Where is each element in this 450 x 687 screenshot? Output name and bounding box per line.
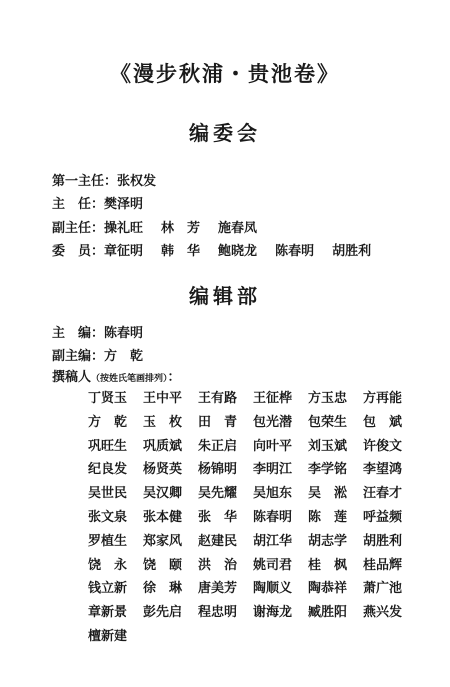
- contributor-name: 纪良发: [88, 462, 128, 478]
- book-title: 《漫步秋浦・贵池卷》: [110, 61, 340, 86]
- contributor-name: 罗植生: [88, 533, 128, 549]
- contributor-name: 包 斌: [363, 414, 403, 430]
- member-name: 方 乾: [104, 349, 144, 365]
- contributor-name: 陶恭祥: [308, 581, 348, 597]
- contributor-name: 胡胜利: [363, 533, 403, 549]
- member-name: 陈春明: [104, 326, 144, 341]
- contributor-name: 章新景: [88, 605, 128, 621]
- committee-row-first-director: [52, 170, 389, 193]
- contributor-name: 王有路: [198, 391, 238, 406]
- contributor-name: 胡志学: [308, 533, 348, 549]
- editorial-heading: 编辑部: [189, 284, 261, 308]
- contributor-name: 陈春明: [253, 509, 293, 525]
- contributor-name: 杨贤英: [143, 462, 183, 478]
- role-label: 委 员：: [52, 243, 105, 259]
- contributor-name: 吴先耀: [198, 486, 238, 502]
- contributor-name: 陶顺义: [253, 581, 293, 597]
- member-name: 陈春明: [275, 243, 315, 259]
- editorial-row-chief-editor: [52, 322, 161, 345]
- contributors-note: （按姓氏笔画排列）: [91, 374, 168, 384]
- committee-row-members: [52, 240, 389, 263]
- contributor-name: 桂 枫: [308, 557, 348, 573]
- role-label: 副主编：: [52, 349, 105, 365]
- role-label: 副主任：: [52, 220, 105, 236]
- contributor-name: 李明江: [253, 462, 293, 478]
- contributor-name: 谢海龙: [253, 605, 293, 621]
- contributor-name: 陈 莲: [308, 509, 348, 525]
- member-name: 林 芳: [161, 220, 201, 236]
- contributor-name: 张 华: [198, 509, 238, 525]
- contributor-name: 饶 颐: [143, 557, 183, 573]
- member-name: 操礼旺: [104, 220, 144, 236]
- contributor-name: 方玉忠: [308, 391, 348, 406]
- contributor-name: 彭先启: [143, 605, 183, 621]
- contributor-name: 李学铭: [308, 462, 348, 478]
- committee-row-director: [52, 193, 389, 216]
- contributor-name: 汪春才: [363, 486, 403, 502]
- contributor-name: 田 青: [198, 414, 238, 430]
- contributor-name: 吴旭东: [253, 486, 293, 502]
- member-name: 张权发: [117, 174, 157, 189]
- contributor-name: 包荣生: [308, 414, 348, 430]
- contributor-name: 吴汉卿: [143, 486, 183, 502]
- contributor-name: 臧胜阳: [308, 605, 348, 621]
- contributor-name: 方再能: [363, 391, 403, 406]
- contributor-name: 萧广池: [363, 581, 403, 597]
- role-label: 主 编：: [52, 326, 105, 341]
- contributor-name: 王中平: [143, 391, 183, 406]
- contributor-name: 程忠明: [198, 605, 238, 621]
- contributor-name: 饶 永: [88, 557, 128, 573]
- contributor-name: 丁贤玉: [88, 391, 128, 406]
- contributor-name: 玉 枚: [143, 414, 183, 430]
- contributor-name: 唐美芳: [198, 581, 238, 597]
- member-name: 胡胜利: [332, 243, 372, 259]
- contributor-name: 吴 淞: [308, 486, 348, 502]
- contributor-name: 洪 治: [198, 557, 238, 573]
- contributor-name: 胡江华: [253, 533, 293, 549]
- contributor-name: 赵建民: [198, 533, 238, 549]
- contributor-name: 吴世民: [88, 486, 128, 502]
- contributor-name: 杨锦明: [198, 462, 238, 478]
- contributor-name: 张文泉: [88, 509, 128, 525]
- contributor-name: 刘玉斌: [308, 438, 348, 454]
- contributor-name: 向叶平: [253, 438, 293, 454]
- contributor-name: 檀新建: [88, 628, 128, 644]
- committee-row-deputy-director: [52, 217, 389, 240]
- contributor-name: 徐 琳: [143, 581, 183, 597]
- committee-roster: [52, 170, 389, 263]
- contributor-name: 张本健: [143, 509, 183, 525]
- contributors-colon: ：: [167, 370, 181, 385]
- member-name: 韩 华: [161, 243, 201, 259]
- member-name: 施春凤: [218, 220, 258, 236]
- editorial-roster: [52, 322, 161, 369]
- role-label: 主 任：: [52, 197, 105, 213]
- contributor-name: 巩质斌: [143, 438, 183, 454]
- contributor-name: 巩旺生: [88, 438, 128, 454]
- contributor-name: 桂品辉: [363, 557, 403, 573]
- contributor-name: 包光潜: [253, 414, 293, 430]
- contributor-name: 王征桦: [253, 391, 293, 406]
- contributor-name: 呼益频: [363, 509, 403, 525]
- contributor-name: 许俊文: [363, 438, 403, 454]
- contributor-name: 钱立新: [88, 581, 128, 597]
- member-name: 鲍晓龙: [218, 243, 258, 259]
- contributor-name: 李望鸿: [363, 462, 403, 478]
- contributor-name: 燕兴发: [363, 605, 403, 621]
- contributor-name: 郑家风: [143, 533, 183, 549]
- contributors-grid: [88, 387, 418, 649]
- member-name: 樊泽明: [104, 197, 144, 213]
- contributor-name: 朱正启: [198, 438, 238, 454]
- contributors-label: 撰稿人: [52, 370, 92, 385]
- member-name: 章征明: [104, 243, 144, 259]
- role-label: 第一主任：: [52, 174, 118, 189]
- contributor-name: 姚司君: [253, 557, 293, 573]
- committee-heading: 编委会: [189, 121, 261, 145]
- contributor-name: 方 乾: [88, 414, 128, 430]
